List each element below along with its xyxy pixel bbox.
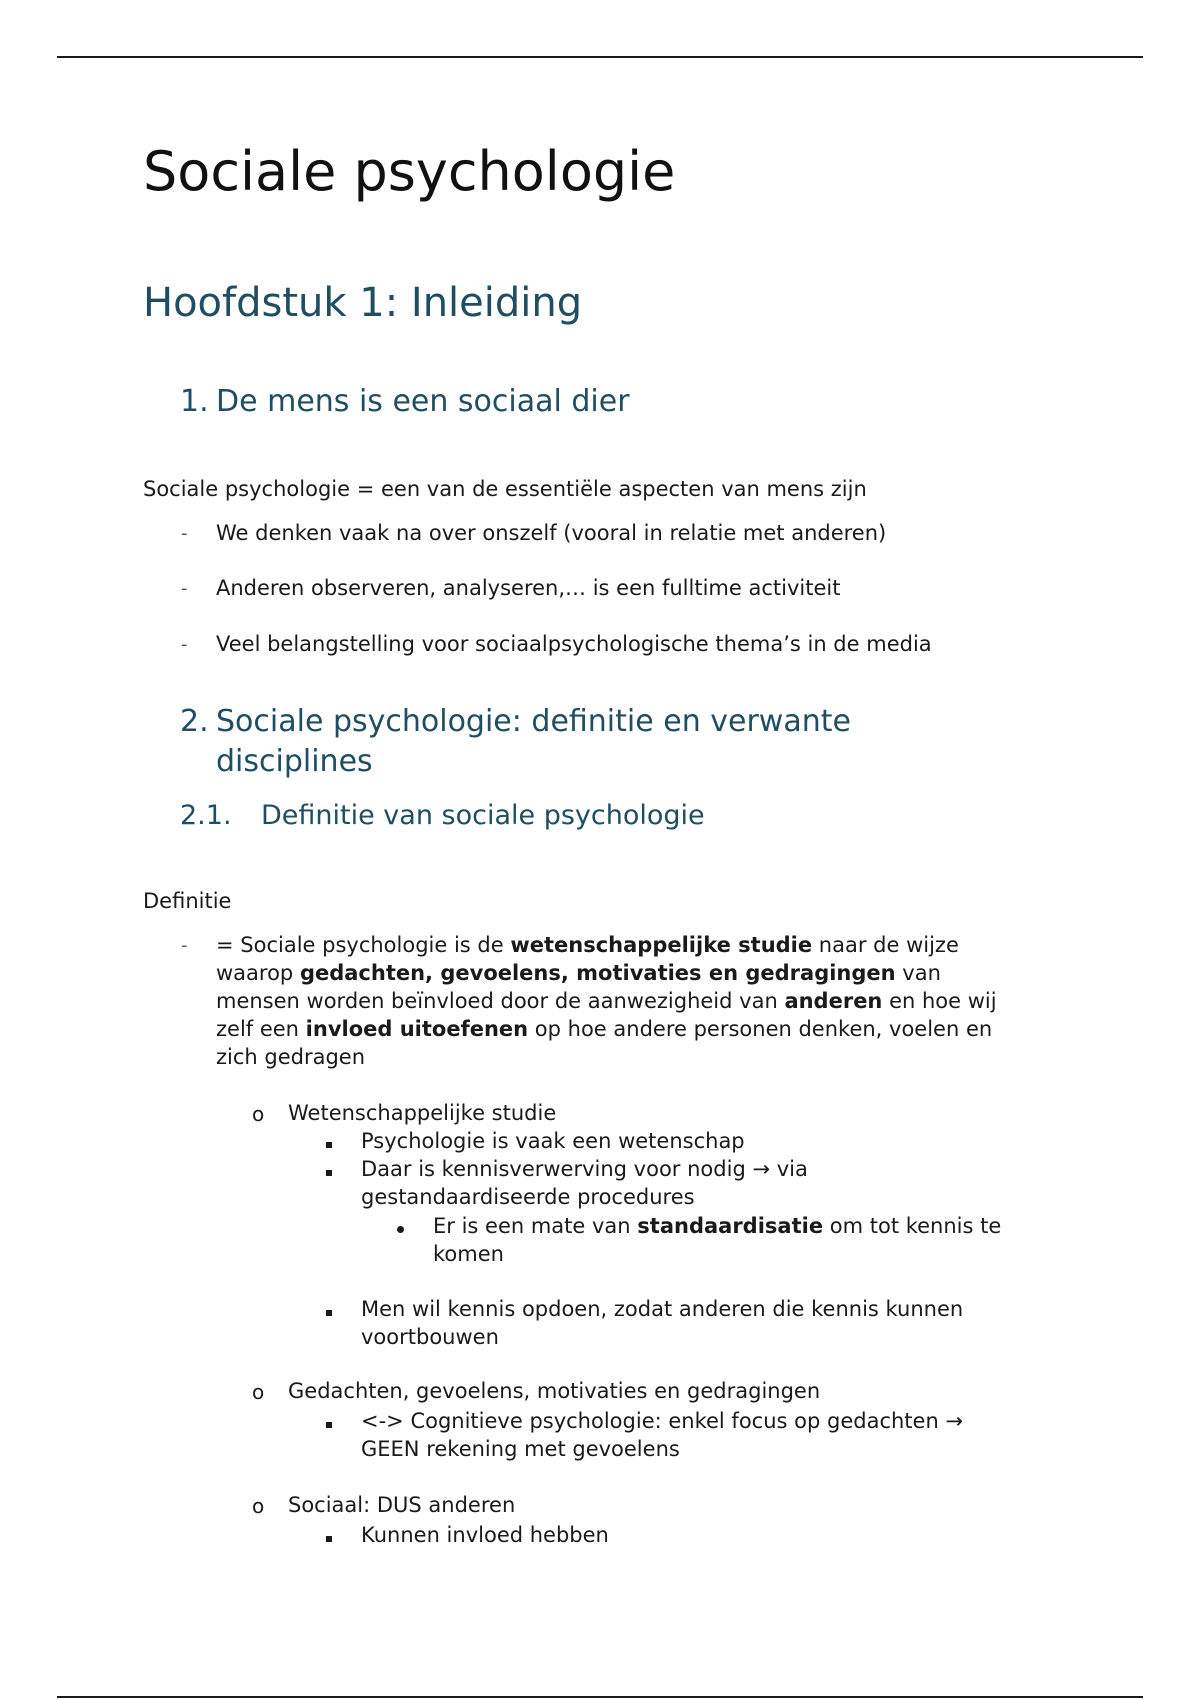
dash-bullet: - bbox=[181, 634, 188, 655]
sub-sub-list-item-part: om tot kennis te bbox=[823, 1214, 1002, 1238]
definition-text-part: zich gedragen bbox=[216, 1045, 366, 1069]
square-bullet bbox=[326, 1521, 332, 1549]
subsection-2-1-number: 2.1. bbox=[180, 800, 232, 831]
circle-bullet: o bbox=[252, 1102, 265, 1126]
definition-text-part: zelf een bbox=[216, 1017, 306, 1041]
dash-bullet: - bbox=[181, 578, 188, 599]
sub-item-label: Wetenschappelijke studie bbox=[288, 1101, 557, 1125]
definition-term: gedachten, gevoelens, motivaties en gedragingen bbox=[299, 961, 896, 985]
sub-list-item bbox=[361, 1295, 963, 1351]
dash-bullet: - bbox=[181, 935, 188, 956]
definition-term: wetenschappelijke studie bbox=[510, 933, 813, 957]
sub-sub-list-item-part: Er is een mate van bbox=[433, 1214, 638, 1238]
sub-list-item bbox=[361, 1407, 963, 1463]
subsection-2-1-title: Definitie van sociale psychologie bbox=[261, 800, 705, 831]
square-bullet bbox=[326, 1295, 332, 1323]
round-bullet bbox=[397, 1212, 404, 1240]
section-1-heading bbox=[180, 382, 630, 422]
list-item: Anderen observeren, analyseren,… is een fulltime activiteit bbox=[216, 576, 841, 600]
section-2-heading bbox=[180, 702, 851, 779]
definition-text-part: = Sociale psychologie is de bbox=[216, 933, 511, 957]
sub-list-item: Kunnen invloed hebben bbox=[361, 1523, 609, 1547]
sub-sub-list-item-line: komen bbox=[433, 1242, 504, 1266]
sub-list-item bbox=[361, 1155, 808, 1211]
definition-term: invloed uitoefenen bbox=[305, 1017, 529, 1041]
sub-list-item: Psychologie is vaak een wetenschap bbox=[361, 1129, 745, 1153]
definition-text-part: naar de wijze bbox=[812, 933, 959, 957]
definition-text-part: op hoe andere personen denken, voelen en bbox=[528, 1017, 993, 1041]
section-1-intro: Sociale psychologie = een van de essentiële aspecten van mens zijn bbox=[143, 477, 867, 501]
sub-item-label: Gedachten, gevoelens, motivaties en gedragingen bbox=[288, 1379, 821, 1403]
section-2-title-line1: Sociale psychologie: definitie en verwante bbox=[216, 704, 851, 739]
section-1-title: De mens is een sociaal dier bbox=[216, 384, 630, 419]
circle-bullet: o bbox=[252, 1380, 265, 1404]
square-bullet bbox=[326, 1407, 332, 1435]
section-2-number: 2. bbox=[180, 704, 209, 739]
definition-text-part: van bbox=[895, 961, 941, 985]
definition-label: Definitie bbox=[143, 889, 232, 913]
footer-rule bbox=[57, 1696, 1143, 1698]
square-bullet bbox=[326, 1155, 332, 1183]
square-bullet bbox=[326, 1127, 332, 1155]
section-1-number: 1. bbox=[180, 384, 209, 419]
subsection-2-1-heading bbox=[180, 798, 705, 834]
sub-list-item-line: Men wil kennis opdoen, zodat anderen die kennis kunnen bbox=[361, 1297, 964, 1321]
list-item: We denken vaak na over onszelf (vooral in relatie met anderen) bbox=[216, 521, 887, 545]
emphasis-term: standaardisatie bbox=[637, 1214, 824, 1238]
definition-text-part: waarop bbox=[216, 961, 300, 985]
sub-list-item-line: GEEN rekening met gevoelens bbox=[361, 1437, 680, 1461]
sub-item-label: Sociaal: DUS anderen bbox=[288, 1493, 516, 1517]
sub-list-item-line: gestandaardiseerde procedures bbox=[361, 1185, 695, 1209]
section-2-title-line2: disciplines bbox=[216, 744, 373, 779]
list-item: Veel belangstelling voor sociaalpsychologische thema’s in de media bbox=[216, 632, 932, 656]
sub-list-item-line: Daar is kennisverwerving voor nodig → via bbox=[361, 1157, 808, 1181]
dash-bullet: - bbox=[181, 523, 188, 544]
sub-list-item-line: <-> Cognitieve psychologie: enkel focus op gedachten → bbox=[361, 1409, 964, 1433]
definition-text bbox=[216, 931, 997, 1071]
circle-bullet: o bbox=[252, 1494, 265, 1518]
definition-text-part: mensen worden beïnvloed door de aanwezigheid van bbox=[216, 989, 785, 1013]
definition-text-part: en hoe wij bbox=[882, 989, 997, 1013]
header-rule bbox=[57, 56, 1143, 58]
chapter-heading: Hoofdstuk 1: Inleiding bbox=[143, 280, 583, 326]
definition-term: anderen bbox=[784, 989, 883, 1013]
sub-sub-list-item bbox=[433, 1212, 1001, 1268]
document-title: Sociale psychologie bbox=[143, 140, 676, 203]
sub-list-item-line: voortbouwen bbox=[361, 1325, 499, 1349]
